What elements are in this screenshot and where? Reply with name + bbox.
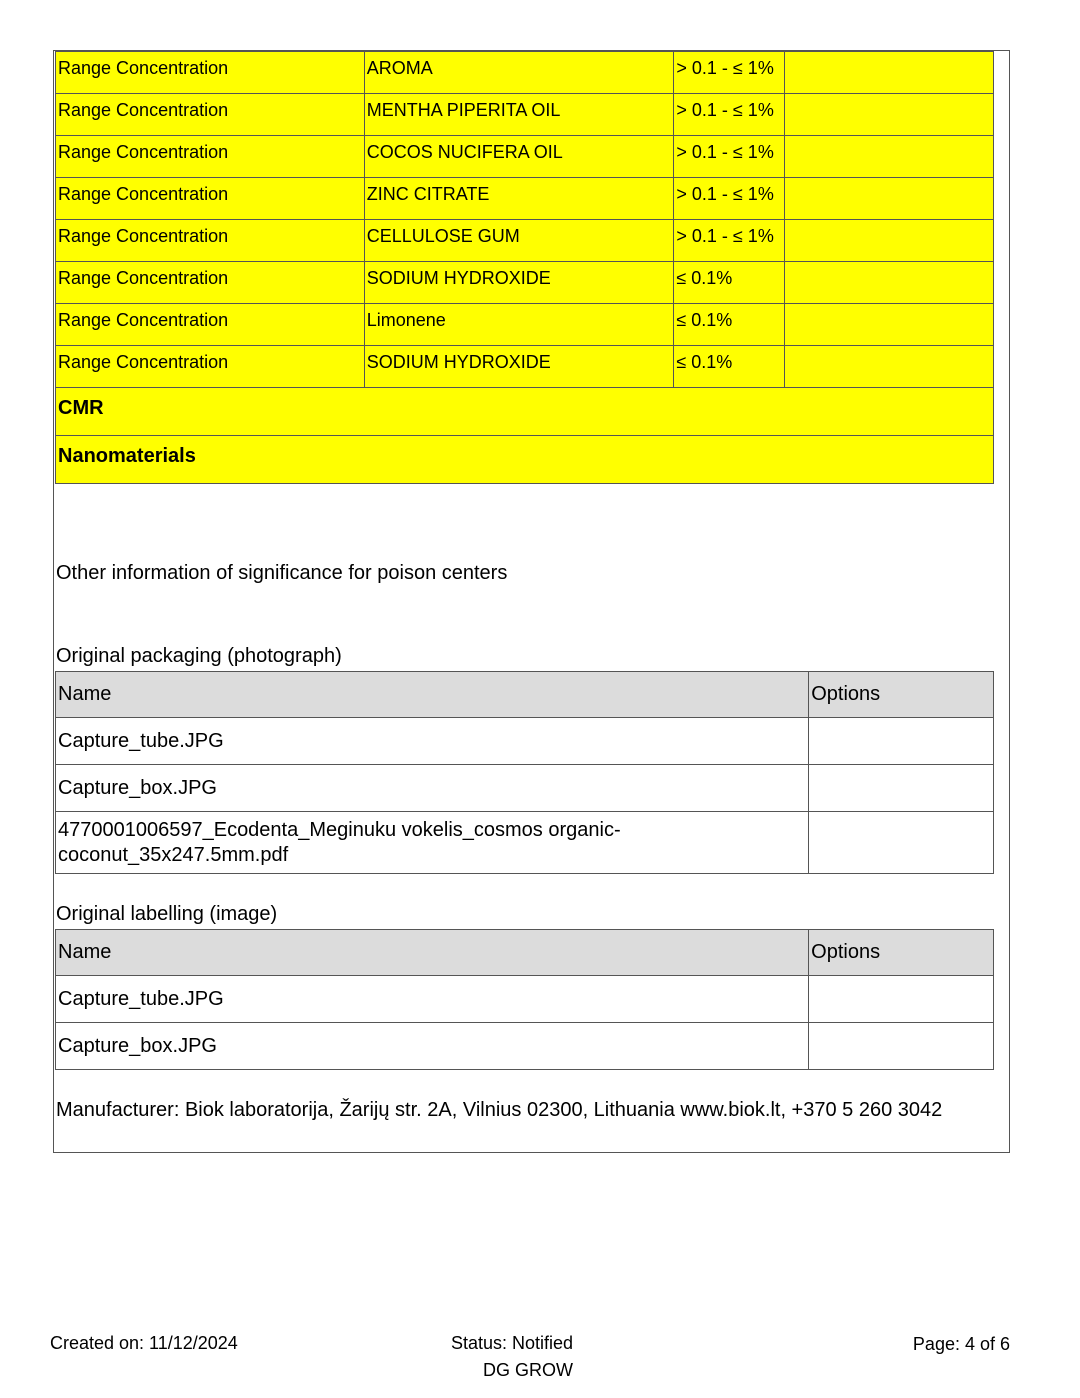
packaging-file-row <box>56 718 994 765</box>
ingredient-row <box>56 136 994 178</box>
manufacturer-info: Manufacturer: Biok laboratorija, Žarijų str. 2A, Vilnius 02300, Lithuania www.biok.lt, +370 5 260 3042 <box>56 1099 943 1121</box>
ingredient-extra <box>785 94 994 136</box>
ingredient-extra <box>785 136 994 178</box>
ingredient-concentration: ≤ 0.1% <box>674 262 785 304</box>
packaging-file-row <box>56 765 994 812</box>
ingredient-name: CELLULOSE GUM <box>364 220 674 262</box>
ingredient-name: SODIUM HYDROXIDE <box>364 346 674 388</box>
poison-info-label: Other information of significance for poison centers <box>56 562 508 584</box>
ingredient-type: Range Concentration <box>56 94 365 136</box>
ingredient-extra <box>785 346 994 388</box>
labelling-header-row <box>56 930 994 976</box>
ingredient-row <box>56 346 994 388</box>
labelling-col-name: Name <box>56 930 809 976</box>
packaging-col-name: Name <box>56 672 809 718</box>
labelling-file-options <box>809 976 994 1023</box>
labelling-file-row <box>56 1023 994 1070</box>
ingredient-name: AROMA <box>364 52 674 94</box>
ingredient-type: Range Concentration <box>56 304 365 346</box>
ingredient-row <box>56 304 994 346</box>
packaging-header-row <box>56 672 994 718</box>
ingredient-name: SODIUM HYDROXIDE <box>364 262 674 304</box>
labelling-table <box>55 929 994 1070</box>
ingredient-name: COCOS NUCIFERA OIL <box>364 136 674 178</box>
packaging-file-options <box>809 765 994 812</box>
nanomaterials-heading: Nanomaterials <box>56 436 994 484</box>
ingredient-extra <box>785 262 994 304</box>
packaging-file-name[interactable]: Capture_tube.JPG <box>56 718 809 765</box>
ingredient-row <box>56 52 994 94</box>
ingredient-extra <box>785 178 994 220</box>
ingredients-table <box>55 51 994 484</box>
packaging-file-options <box>809 812 994 874</box>
ingredient-row <box>56 178 994 220</box>
packaging-title: Original packaging (photograph) <box>56 645 342 667</box>
ingredient-name: ZINC CITRATE <box>364 178 674 220</box>
ingredient-concentration: > 0.1 - ≤ 1% <box>674 220 785 262</box>
ingredient-row <box>56 94 994 136</box>
ingredient-name: Limonene <box>364 304 674 346</box>
labelling-title: Original labelling (image) <box>56 903 278 925</box>
ingredient-concentration: > 0.1 - ≤ 1% <box>674 94 785 136</box>
packaging-col-options: Options <box>809 672 994 718</box>
ingredient-type: Range Concentration <box>56 346 365 388</box>
packaging-file-row <box>56 812 994 874</box>
ingredient-row <box>56 220 994 262</box>
packaging-file-name[interactable]: Capture_box.JPG <box>56 765 809 812</box>
labelling-file-name[interactable]: Capture_box.JPG <box>56 1023 809 1070</box>
status-text: Status: Notified <box>451 1333 574 1353</box>
ingredient-extra <box>785 304 994 346</box>
cmr-section-row <box>56 388 994 436</box>
packaging-table <box>55 671 994 874</box>
labelling-col-options: Options <box>809 930 994 976</box>
ingredient-concentration: ≤ 0.1% <box>674 346 785 388</box>
ingredient-concentration: > 0.1 - ≤ 1% <box>674 52 785 94</box>
ingredient-type: Range Concentration <box>56 136 365 178</box>
created-date: Created on: 11/12/2024 <box>50 1333 238 1353</box>
ingredient-type: Range Concentration <box>56 178 365 220</box>
ingredient-name: MENTHA PIPERITA OIL <box>364 94 674 136</box>
ingredient-extra <box>785 220 994 262</box>
labelling-file-name[interactable]: Capture_tube.JPG <box>56 976 809 1023</box>
labelling-file-options <box>809 1023 994 1070</box>
ingredient-row <box>56 262 994 304</box>
ingredient-concentration: ≤ 0.1% <box>674 304 785 346</box>
nanomaterials-section-row <box>56 436 994 484</box>
packaging-file-options <box>809 718 994 765</box>
ingredient-type: Range Concentration <box>56 52 365 94</box>
cmr-heading: CMR <box>56 388 994 436</box>
page-number: Page: 4 of 6 <box>912 1334 1010 1354</box>
packaging-file-name[interactable]: 4770001006597_Ecodenta_Meginuku vokelis_cosmos organic-coconut_35x247.5mm.pdf <box>56 812 809 874</box>
labelling-file-row <box>56 976 994 1023</box>
ingredient-type: Range Concentration <box>56 220 365 262</box>
ingredient-extra <box>785 52 994 94</box>
ingredient-type: Range Concentration <box>56 262 365 304</box>
ingredient-concentration: > 0.1 - ≤ 1% <box>674 178 785 220</box>
company-name: DG GROW <box>483 1360 573 1380</box>
ingredient-concentration: > 0.1 - ≤ 1% <box>674 136 785 178</box>
